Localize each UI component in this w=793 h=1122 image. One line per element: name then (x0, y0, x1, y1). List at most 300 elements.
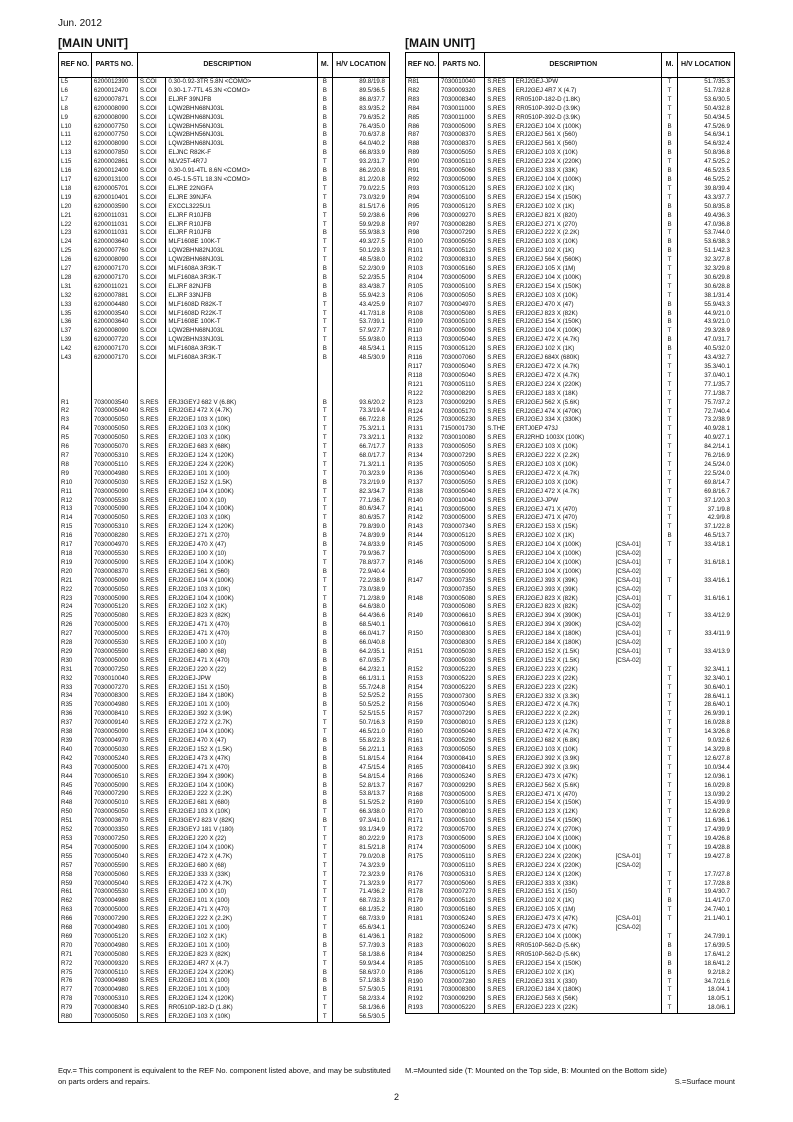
hv-location: 54.8/15.4 (332, 773, 389, 782)
mount-side: T (317, 826, 332, 835)
mount-side: T (317, 924, 332, 933)
hv-location: 39.8/39.4 (677, 185, 734, 194)
ref-no: R87 (406, 131, 439, 140)
col-header-ref: REF NO. (406, 53, 439, 78)
description: 0.30-0.92-3TR 5.8N <COMO> (166, 78, 317, 87)
table-row (406, 221, 735, 230)
hv-location: 67.0/35.7 (332, 657, 389, 666)
description: ERJ2GEJ 104 X (100K) (166, 782, 317, 791)
ref-no: R125 (406, 416, 439, 425)
parts-no: 7030005090 (91, 577, 137, 586)
description: ERJ2GEJ 274 X (270K) (513, 826, 615, 835)
table-row (406, 523, 735, 532)
part-type: S.RES (137, 648, 165, 657)
hv-location: 74.8/39.9 (332, 532, 389, 541)
hv-location: 24.5/24.0 (677, 461, 734, 470)
mount-side: B (662, 176, 677, 185)
mount-side (662, 924, 677, 933)
table-row (59, 345, 390, 354)
ref-no: R124 (406, 408, 439, 417)
mount-side: B (317, 630, 332, 639)
hv-location: 59.2/38.6 (332, 212, 389, 221)
mount-side: B (662, 221, 677, 230)
mount-side: T (662, 995, 677, 1004)
table-row (406, 310, 735, 319)
parts-no: 7030005060 (91, 871, 137, 880)
mount-side (662, 657, 677, 666)
hv-location: 89.5/36.5 (332, 87, 389, 96)
part-type (137, 390, 165, 399)
variant (616, 942, 662, 951)
part-type: S.RES (485, 639, 514, 648)
description: ERJ2GEJ 471 X (470) (166, 906, 317, 915)
mount-side: T (317, 452, 332, 461)
mount-side: T (662, 390, 677, 399)
parts-no: 7030005050 (439, 292, 485, 301)
parts-no: 7030008300 (439, 986, 485, 995)
table-row (406, 514, 735, 523)
part-type: S.RES (485, 131, 514, 140)
table-row (59, 452, 390, 461)
parts-no: 7030006510 (91, 773, 137, 782)
table-row (406, 238, 735, 247)
mount-side: T (662, 96, 677, 105)
part-type: S.RES (137, 612, 165, 621)
ref-no: R20 (59, 568, 92, 577)
hv-location: 48.5/30.9 (332, 354, 389, 363)
part-type: S.RES (485, 969, 514, 978)
part-type: S.COI (137, 310, 165, 319)
mount-side: B (317, 523, 332, 532)
parts-no: 7030005530 (91, 888, 137, 897)
mount-side: B (317, 639, 332, 648)
parts-no: 7030005100 (439, 960, 485, 969)
mount-side: B (317, 176, 332, 185)
ref-no: R110 (406, 327, 439, 336)
left-unit-title: [MAIN UNIT] (58, 36, 128, 50)
mount-side: B (662, 149, 677, 158)
part-type: S.COI (137, 301, 165, 310)
hv-location: 79.0/22.5 (332, 185, 389, 194)
table-row (59, 114, 390, 123)
table-row (59, 799, 390, 808)
parts-no: 7030010040 (91, 675, 137, 684)
part-type: S.COI (137, 336, 165, 345)
mount-side (662, 621, 677, 630)
description: ERJ2GEJ 152 X (1.5K) (166, 746, 317, 755)
mount-side: B (317, 666, 332, 675)
table-row (59, 505, 390, 514)
mount-side: B (317, 933, 332, 942)
description: ERJ2GEJ 562 X (5.6K) (513, 782, 615, 791)
ref-no: R147 (406, 577, 439, 586)
parts-no: 7030005040 (439, 728, 485, 737)
variant (616, 479, 662, 488)
variant (616, 799, 662, 808)
description: ERJ2GEJ 393 X (39K) (513, 586, 615, 595)
description: LQW2BHN68NJ03L (166, 114, 317, 123)
hv-location: 37.1/20.3 (677, 497, 734, 506)
ref-no: R161 (406, 737, 439, 746)
part-type: S.RES (137, 986, 165, 995)
ref-no: R168 (406, 791, 439, 800)
description: ERJ2GEJ 102 X (1K) (513, 969, 615, 978)
description: ERJ2GEJ 101 X (100) (166, 924, 317, 933)
hv-location: 66.7/17.7 (332, 443, 389, 452)
description: ERJ2GEJ 823 X (82K) (513, 595, 615, 604)
mount-side: B (317, 140, 332, 149)
table-row (59, 167, 390, 176)
description: MLF1608A 3R3K-T (166, 354, 317, 363)
part-type: S.RES (485, 737, 514, 746)
part-type: S.RES (485, 906, 514, 915)
part-type: S.RES (485, 986, 514, 995)
part-type (137, 363, 165, 372)
table-row (59, 710, 390, 719)
parts-no: 7030005090 (91, 505, 137, 514)
parts-no: 7030006610 (439, 612, 485, 621)
mount-side: T (662, 292, 677, 301)
parts-no: 7030005050 (91, 425, 137, 434)
table-row (59, 701, 390, 710)
parts-no: 7030005060 (439, 880, 485, 889)
mount-side: B (317, 782, 332, 791)
part-type: S.RES (137, 977, 165, 986)
description: ERJ2GEJ 821 X (820) (513, 212, 615, 221)
hv-location: 46.5/23.5 (677, 167, 734, 176)
variant (616, 194, 662, 203)
mount-side (317, 363, 332, 372)
ref-no: R12 (59, 497, 92, 506)
ref-no: R39 (59, 737, 92, 746)
mount-side: B (662, 310, 677, 319)
mount-side: T (317, 238, 332, 247)
parts-no: 7030008410 (91, 710, 137, 719)
col-header-m: M. (662, 53, 677, 78)
table-row (59, 692, 390, 701)
variant (616, 372, 662, 381)
variant (616, 817, 662, 826)
hv-location: 22.5/24.0 (677, 470, 734, 479)
description: ERJ2GEJ-JPW (166, 675, 317, 684)
variant (616, 158, 662, 167)
table-row (59, 354, 390, 363)
table-row (406, 381, 735, 390)
variant (616, 880, 662, 889)
ref-no: L21 (59, 212, 92, 221)
description: ERJ2GEJ 472 X (4.7K) (166, 880, 317, 889)
parts-no: 7030005080 (91, 951, 137, 960)
description: ERJ2GEJ 123 X (12K) (513, 808, 615, 817)
mount-side: T (662, 523, 677, 532)
table-row (406, 541, 735, 550)
variant (616, 229, 662, 238)
hv-location: 54.6/34.1 (677, 131, 734, 140)
table-row (406, 354, 735, 363)
parts-no: 7030007270 (91, 684, 137, 693)
ref-no: R13 (59, 505, 92, 514)
variant (616, 96, 662, 105)
parts-no: 7030004980 (91, 924, 137, 933)
part-type: S.RES (485, 693, 514, 702)
part-type: S.RES (485, 799, 514, 808)
description: ERJ2GEJ 472 X (4.7K) (513, 728, 615, 737)
ref-no (406, 603, 439, 612)
parts-no: 7030008300 (91, 692, 137, 701)
parts-no: 7030005050 (91, 434, 137, 443)
variant (616, 497, 662, 506)
parts-no: 7030005120 (439, 969, 485, 978)
parts-no: 7030005110 (439, 862, 485, 871)
part-type: S.RES (137, 773, 165, 782)
mount-side: T (662, 737, 677, 746)
hv-location: 47.5/26.9 (677, 123, 734, 132)
hv-location: 57.1/38.3 (332, 977, 389, 986)
hv-location: 61.4/36.1 (332, 933, 389, 942)
description: ERJ2GEJ 681 X (680) (166, 799, 317, 808)
hv-location (332, 390, 389, 399)
ref-no: R174 (406, 844, 439, 853)
mount-side: T (317, 915, 332, 924)
ref-no: R123 (406, 399, 439, 408)
part-type: S.COI (137, 265, 165, 274)
parts-no: 6200007170 (91, 265, 137, 274)
parts-no: 7030005220 (439, 684, 485, 693)
parts-no: 7030005110 (439, 158, 485, 167)
description: ERJ2GEJ 333 X (33K) (166, 871, 317, 880)
parts-no: 6200007881 (91, 292, 137, 301)
variant: [CSA-01] (616, 630, 662, 639)
mount-side: T (317, 871, 332, 880)
hv-location: 19.4/27.8 (677, 853, 734, 862)
hv-location: 50.8/36.8 (677, 149, 734, 158)
ref-no: R11 (59, 488, 92, 497)
table-row (59, 675, 390, 684)
part-type: S.RES (137, 871, 165, 880)
variant (616, 986, 662, 995)
parts-no: 7030005590 (91, 862, 137, 871)
mount-side: B (662, 212, 677, 221)
ref-no: L24 (59, 238, 92, 247)
description: ERJ2GEJ 101 X (100) (166, 942, 317, 951)
part-type: S.RES (485, 327, 514, 336)
description: ERJ2GEJ 102 X (1K) (513, 897, 615, 906)
parts-no: 7030005040 (439, 336, 485, 345)
part-type: S.RES (485, 915, 514, 924)
parts-no: 7030004980 (91, 701, 137, 710)
table-row (406, 408, 735, 417)
description: ERJ2GEJ 394 X (390K) (166, 773, 317, 782)
mount-side: B (317, 657, 332, 666)
ref-no: R25 (59, 612, 92, 621)
ref-no: R148 (406, 595, 439, 604)
hv-location: 47.5/15.4 (332, 764, 389, 773)
hv-location: 18.0/6.1 (677, 1004, 734, 1013)
table-row (406, 434, 735, 443)
ref-no: L11 (59, 131, 92, 140)
table-row (59, 790, 390, 799)
mount-side: T (317, 880, 332, 889)
parts-no: 7030005050 (439, 746, 485, 755)
ref-no: R55 (59, 853, 92, 862)
description: ERJ2GEJ 102 X (1K) (513, 247, 615, 256)
variant (616, 506, 662, 515)
ref-no: L36 (59, 318, 92, 327)
description: ERJ2GEJ 332 X (3.3K) (513, 693, 615, 702)
hv-location: 48.5/38.0 (332, 256, 389, 265)
description: MLF1608E 100K-T (166, 318, 317, 327)
part-type: S.RES (485, 318, 514, 327)
mount-side: T (317, 327, 332, 336)
part-type: S.RES (137, 906, 165, 915)
ref-no: R167 (406, 782, 439, 791)
ref-no: R101 (406, 247, 439, 256)
mount-side: T (662, 630, 677, 639)
col-header-m: M. (317, 53, 332, 78)
description: ERJ2GEJ 104 X (100K) (513, 541, 615, 550)
parts-no: 7030005090 (439, 176, 485, 185)
parts-no: 6200007850 (91, 149, 137, 158)
variant: [CSA-02] (616, 603, 662, 612)
parts-no: 7030005220 (439, 1004, 485, 1013)
part-type: S.COI (137, 345, 165, 354)
table-row (59, 407, 390, 416)
table-row (59, 318, 390, 327)
table-row (59, 434, 390, 443)
parts-no: 7030005310 (439, 871, 485, 880)
mount-side: B (317, 203, 332, 212)
description: ERJ2GEJ 103 X (10K) (513, 149, 615, 158)
part-type: S.RES (485, 541, 514, 550)
ref-no: R14 (59, 514, 92, 523)
mount-side: B (662, 318, 677, 327)
parts-no: 7030005000 (91, 906, 137, 915)
parts-no: 7030003350 (91, 826, 137, 835)
ref-no: R66 (59, 915, 92, 924)
table-row (406, 443, 735, 452)
ref-no: R166 (406, 773, 439, 782)
ref-no: R34 (59, 692, 92, 701)
parts-no: 7030010080 (439, 434, 485, 443)
mount-side: B (317, 817, 332, 826)
parts-no: 7030005090 (91, 782, 137, 791)
description: ERJ2GEJ 563 X (56K) (513, 995, 615, 1004)
mount-side: T (662, 363, 677, 372)
mount-side: T (662, 719, 677, 728)
parts-no: 7030005050 (439, 238, 485, 247)
parts-no: 7030005090 (91, 728, 137, 737)
ref-no: R54 (59, 844, 92, 853)
parts-no: 7030005090 (439, 123, 485, 132)
table-row (406, 87, 735, 96)
header-date: Jun. 2012 (58, 18, 102, 29)
parts-no: 7030007270 (439, 888, 485, 897)
parts-no: 7030005060 (439, 167, 485, 176)
part-type: S.RES (485, 203, 514, 212)
table-row (59, 1013, 390, 1022)
table-row (406, 327, 735, 336)
table-row (59, 292, 390, 301)
variant (616, 354, 662, 363)
ref-no: R142 (406, 514, 439, 523)
description: ERJ2GEJ 823 X (82K) (166, 612, 317, 621)
hv-location: 79.6/35.2 (332, 114, 389, 123)
table-row (406, 951, 735, 960)
variant (616, 265, 662, 274)
variant (616, 443, 662, 452)
parts-no: 7030005090 (439, 844, 485, 853)
parts-no: 7030005700 (439, 826, 485, 835)
table-row (59, 372, 390, 381)
hv-location: 40.5/32.0 (677, 345, 734, 354)
hv-location (677, 603, 734, 612)
mount-side: B (662, 969, 677, 978)
variant (616, 514, 662, 523)
part-type: S.RES (137, 844, 165, 853)
ref-no: R144 (406, 532, 439, 541)
part-type: S.RES (137, 853, 165, 862)
col-header-ref: REF NO. (59, 53, 92, 78)
variant (616, 728, 662, 737)
table-row (59, 595, 390, 604)
mount-side: B (317, 274, 332, 283)
part-type: S.RES (485, 461, 514, 470)
description: ERJ2GEJ 471 X (470) (166, 764, 317, 773)
hv-location: 24.7/39.1 (677, 933, 734, 942)
parts-no: 7030009270 (439, 212, 485, 221)
variant (616, 114, 662, 123)
description: ERJ2GEJ 103 X (10K) (166, 514, 317, 523)
table-row (406, 746, 735, 755)
part-type: S.RES (485, 621, 514, 630)
parts-no: 6200013100 (91, 176, 137, 185)
variant (616, 140, 662, 149)
ref-no: R29 (59, 648, 92, 657)
part-type: S.RES (485, 657, 514, 666)
parts-no: 7030008010 (439, 719, 485, 728)
table-row (59, 755, 390, 764)
hv-location: 72.7/40.4 (677, 408, 734, 417)
description: ERJ2GEJ 823 X (82K) (513, 603, 615, 612)
mount-side: B (317, 986, 332, 995)
part-type: S.RES (137, 675, 165, 684)
description: ERJ2GEJ 104 X (100K) (513, 844, 615, 853)
description: ERJ2GEJ 472 X (4.7K) (166, 853, 317, 862)
table-row (59, 523, 390, 532)
mount-side: T (662, 666, 677, 675)
ref-no: R134 (406, 452, 439, 461)
table-row (59, 728, 390, 737)
ref-no: R176 (406, 871, 439, 880)
parts-no: 6200008090 (91, 114, 137, 123)
table-row (59, 960, 390, 969)
mount-side: T (317, 1013, 332, 1022)
parts-no: 7030005050 (439, 461, 485, 470)
hv-location: 72.9/40.4 (332, 568, 389, 577)
description: ERJ2GEJ 152 X (1.5K) (513, 648, 615, 657)
description: ELJRF 39NJFB (166, 96, 317, 105)
description: ERJ2GEJ 224 X (220K) (513, 158, 615, 167)
ref-no: L25 (59, 247, 92, 256)
mount-side: T (317, 158, 332, 167)
table-row (59, 951, 390, 960)
hv-location: 50.5/25.2 (332, 701, 389, 710)
hv-location: 43.9/21.0 (677, 318, 734, 327)
description: ERJ2GEJ 470 X (47) (513, 301, 615, 310)
part-type: S.COI (137, 283, 165, 292)
part-type: S.COI (137, 238, 165, 247)
parts-no: 7030005030 (91, 746, 137, 755)
